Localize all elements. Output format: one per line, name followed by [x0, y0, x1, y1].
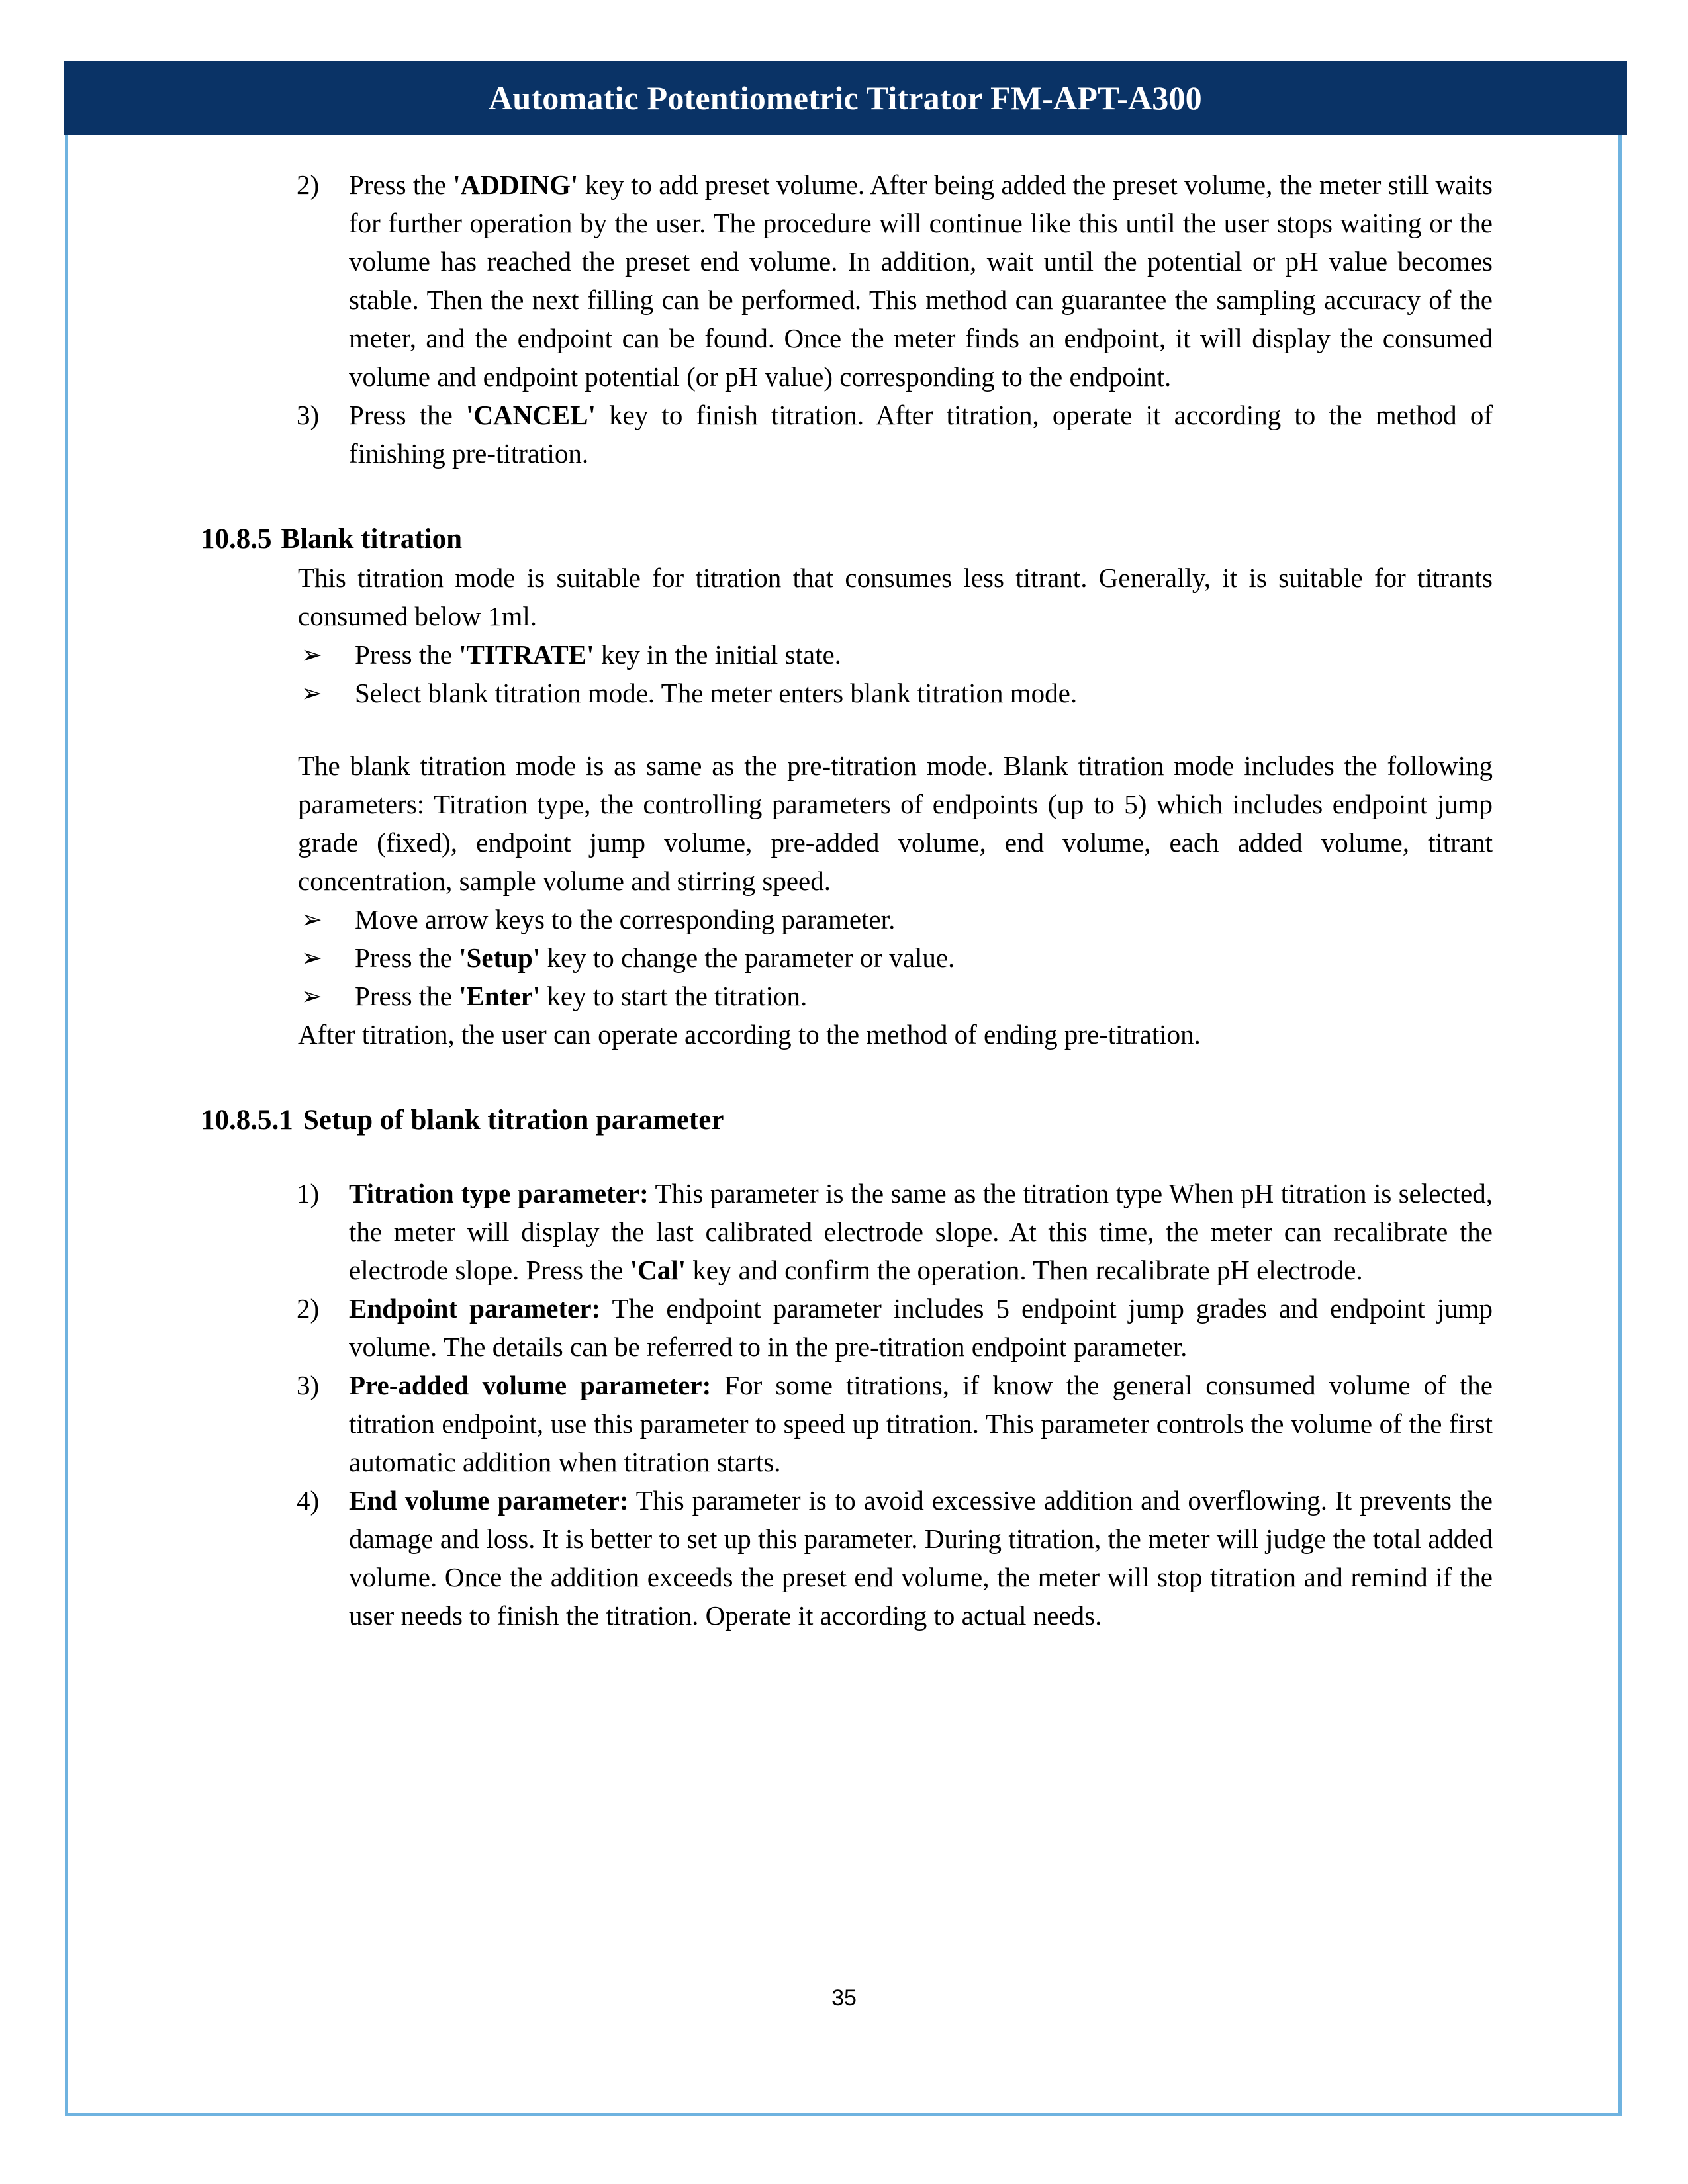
key-name-bold: 'ADDING': [453, 169, 579, 200]
section-heading-10-8-5: [201, 520, 1688, 559]
after-titration-paragraph: After titration, the user can operate according to the method of ending pre-titration.: [298, 1019, 1201, 1050]
first-arrow-list: [0, 635, 1688, 712]
spacer: [0, 473, 1688, 520]
text-rest: key to change the parameter or value.: [540, 942, 955, 973]
page-content: [0, 165, 1688, 1635]
list-item: [297, 165, 1493, 396]
top-numbered-list: [0, 165, 1688, 473]
arrow-bullet-icon: ➢: [301, 640, 322, 669]
list-item: [297, 396, 1493, 473]
list-marker: 4): [297, 1485, 320, 1516]
text-lead: Press the: [349, 400, 466, 430]
text-lead: Press the: [355, 639, 459, 670]
page-number: 35: [831, 1985, 857, 2011]
list-item-text: [349, 1174, 1493, 1289]
list-item-text: [355, 981, 807, 1011]
section-title: Blank titration: [281, 523, 463, 555]
text-a: The endpoint parameter includes 5 endpoint jump grades and endpoint jump volume. The details can be referred to in the pre-titration endpoint parameter.: [349, 1293, 1493, 1362]
page-header-title: Automatic Potentiometric Titrator FM-APT-A300: [489, 79, 1202, 116]
text-b: key and confirm the operation. Then recalibrate pH electrode.: [685, 1255, 1363, 1285]
intro-paragraph: This titration mode is suitable for titration that consumes less titrant. Generally, it is suitable for titrants consumed below 1ml.: [298, 563, 1493, 631]
spacer: [0, 1054, 1688, 1101]
key-name-bold: 'Setup': [459, 942, 541, 973]
table-row: [297, 1289, 1493, 1366]
spacer: [0, 1140, 1688, 1174]
subsection-title: Setup of blank titration parameter: [303, 1105, 724, 1136]
list-item-text: [349, 1289, 1493, 1366]
text-a: For some titrations, if know the general consumed volume of the titration endpoint, use this parameter to speed up titration. This parameter controls the volume of the first automatic addition when titration starts.: [349, 1370, 1493, 1477]
list-marker: 2): [297, 169, 320, 200]
page-header-banner: [64, 61, 1627, 135]
list-item-text: [349, 1481, 1493, 1635]
list-item-text: [349, 1366, 1493, 1481]
list-marker: 2): [297, 1293, 320, 1324]
parameter-name-bold: Endpoint parameter:: [349, 1293, 601, 1324]
list-item: [301, 635, 1493, 674]
text-lead: Move arrow keys to the corresponding parameter.: [355, 904, 896, 934]
arrow-bullet-icon: ➢: [301, 943, 322, 972]
list-item: [301, 938, 1493, 977]
text-lead: Press the: [349, 169, 453, 200]
text-lead: Press the: [355, 981, 459, 1011]
list-item-text: [349, 396, 1493, 473]
text-a: This parameter is the same as the titration type When pH titration is selected, the meter will display the last calibrated electrode slope. At this time, the meter can recalibrate the electrode slope. Press the: [349, 1178, 1493, 1285]
table-row: [297, 1481, 1493, 1635]
key-name-bold: 'CANCEL': [465, 400, 596, 430]
table-row: [297, 1366, 1493, 1481]
list-item-text: [349, 165, 1493, 396]
text-rest: key to start the titration.: [540, 981, 808, 1011]
key-name-bold: 'TITRATE': [459, 639, 594, 670]
parameter-name-bold: Pre-added volume parameter:: [349, 1370, 712, 1400]
list-item-text: [355, 639, 841, 670]
list-item-text: [355, 942, 955, 973]
list-item: [301, 674, 1493, 712]
list-marker: 3): [297, 400, 320, 430]
list-marker: 3): [297, 1370, 320, 1400]
list-item-text: [355, 904, 895, 934]
list-item: [301, 977, 1493, 1015]
arrow-bullet-icon: ➢: [301, 678, 322, 707]
arrow-bullet-icon: ➢: [301, 905, 322, 934]
text-rest: key in the initial state.: [594, 639, 841, 670]
key-name-bold: 'Cal': [630, 1255, 686, 1285]
subsection-number: 10.8.5.1: [201, 1105, 293, 1136]
text-lead: Select blank titration mode. The meter enters blank titration mode.: [355, 678, 1078, 708]
table-row: [297, 1174, 1493, 1289]
text-rest: key to add preset volume. After being added the preset volume, the meter still waits for further operation by the user. The procedure will continue like this until the user stops waiting or the volume has reached the preset end volume. In addition, wait until the potential or pH value becomes stable. Then the next filling can be performed. This method can guarantee the sampling accuracy of the meter, and the endpoint can be found. Once the meter finds an endpoint, it will display the consumed volume and endpoint potential (or pH value) corresponding to the endpoint.: [349, 169, 1493, 392]
parameter-numbered-list: [0, 1174, 1688, 1635]
parameter-name-bold: Titration type parameter:: [349, 1178, 649, 1208]
spacer: [0, 712, 1688, 747]
subsection-heading-10-8-5-1: [201, 1101, 1688, 1140]
section-number: 10.8.5: [201, 523, 272, 555]
mode-paragraph: The blank titration mode is as same as the pre-titration mode. Blank titration mode includes the following parameters: Titration type, the controlling parameters of endpoints (up to 5) which includes endpoint jump grade (fixed), endpoint jump volume, pre-added volume, end volume, each added volume, titrant concentration, sample volume and stirring speed.: [298, 751, 1493, 896]
second-arrow-list: [0, 900, 1688, 1015]
text-a: This parameter is to avoid excessive addition and overflowing. It prevents the damage and loss. It is better to set up this parameter. During titration, the meter will judge the total added volume. Once the addition exceeds the preset end volume, the meter will stop titration and remind if the user needs to finish the titration. Operate it according to actual needs.: [349, 1485, 1493, 1631]
text-lead: Press the: [355, 942, 459, 973]
arrow-bullet-icon: ➢: [301, 981, 322, 1011]
list-item-text: [355, 678, 1077, 708]
parameter-name-bold: End volume parameter:: [349, 1485, 629, 1516]
list-marker: 1): [297, 1178, 320, 1208]
list-item: [301, 900, 1493, 938]
key-name-bold: 'Enter': [459, 981, 541, 1011]
text-rest: key to finish titration. After titration, operate it according to the method of finishing pre-titration.: [349, 400, 1493, 469]
